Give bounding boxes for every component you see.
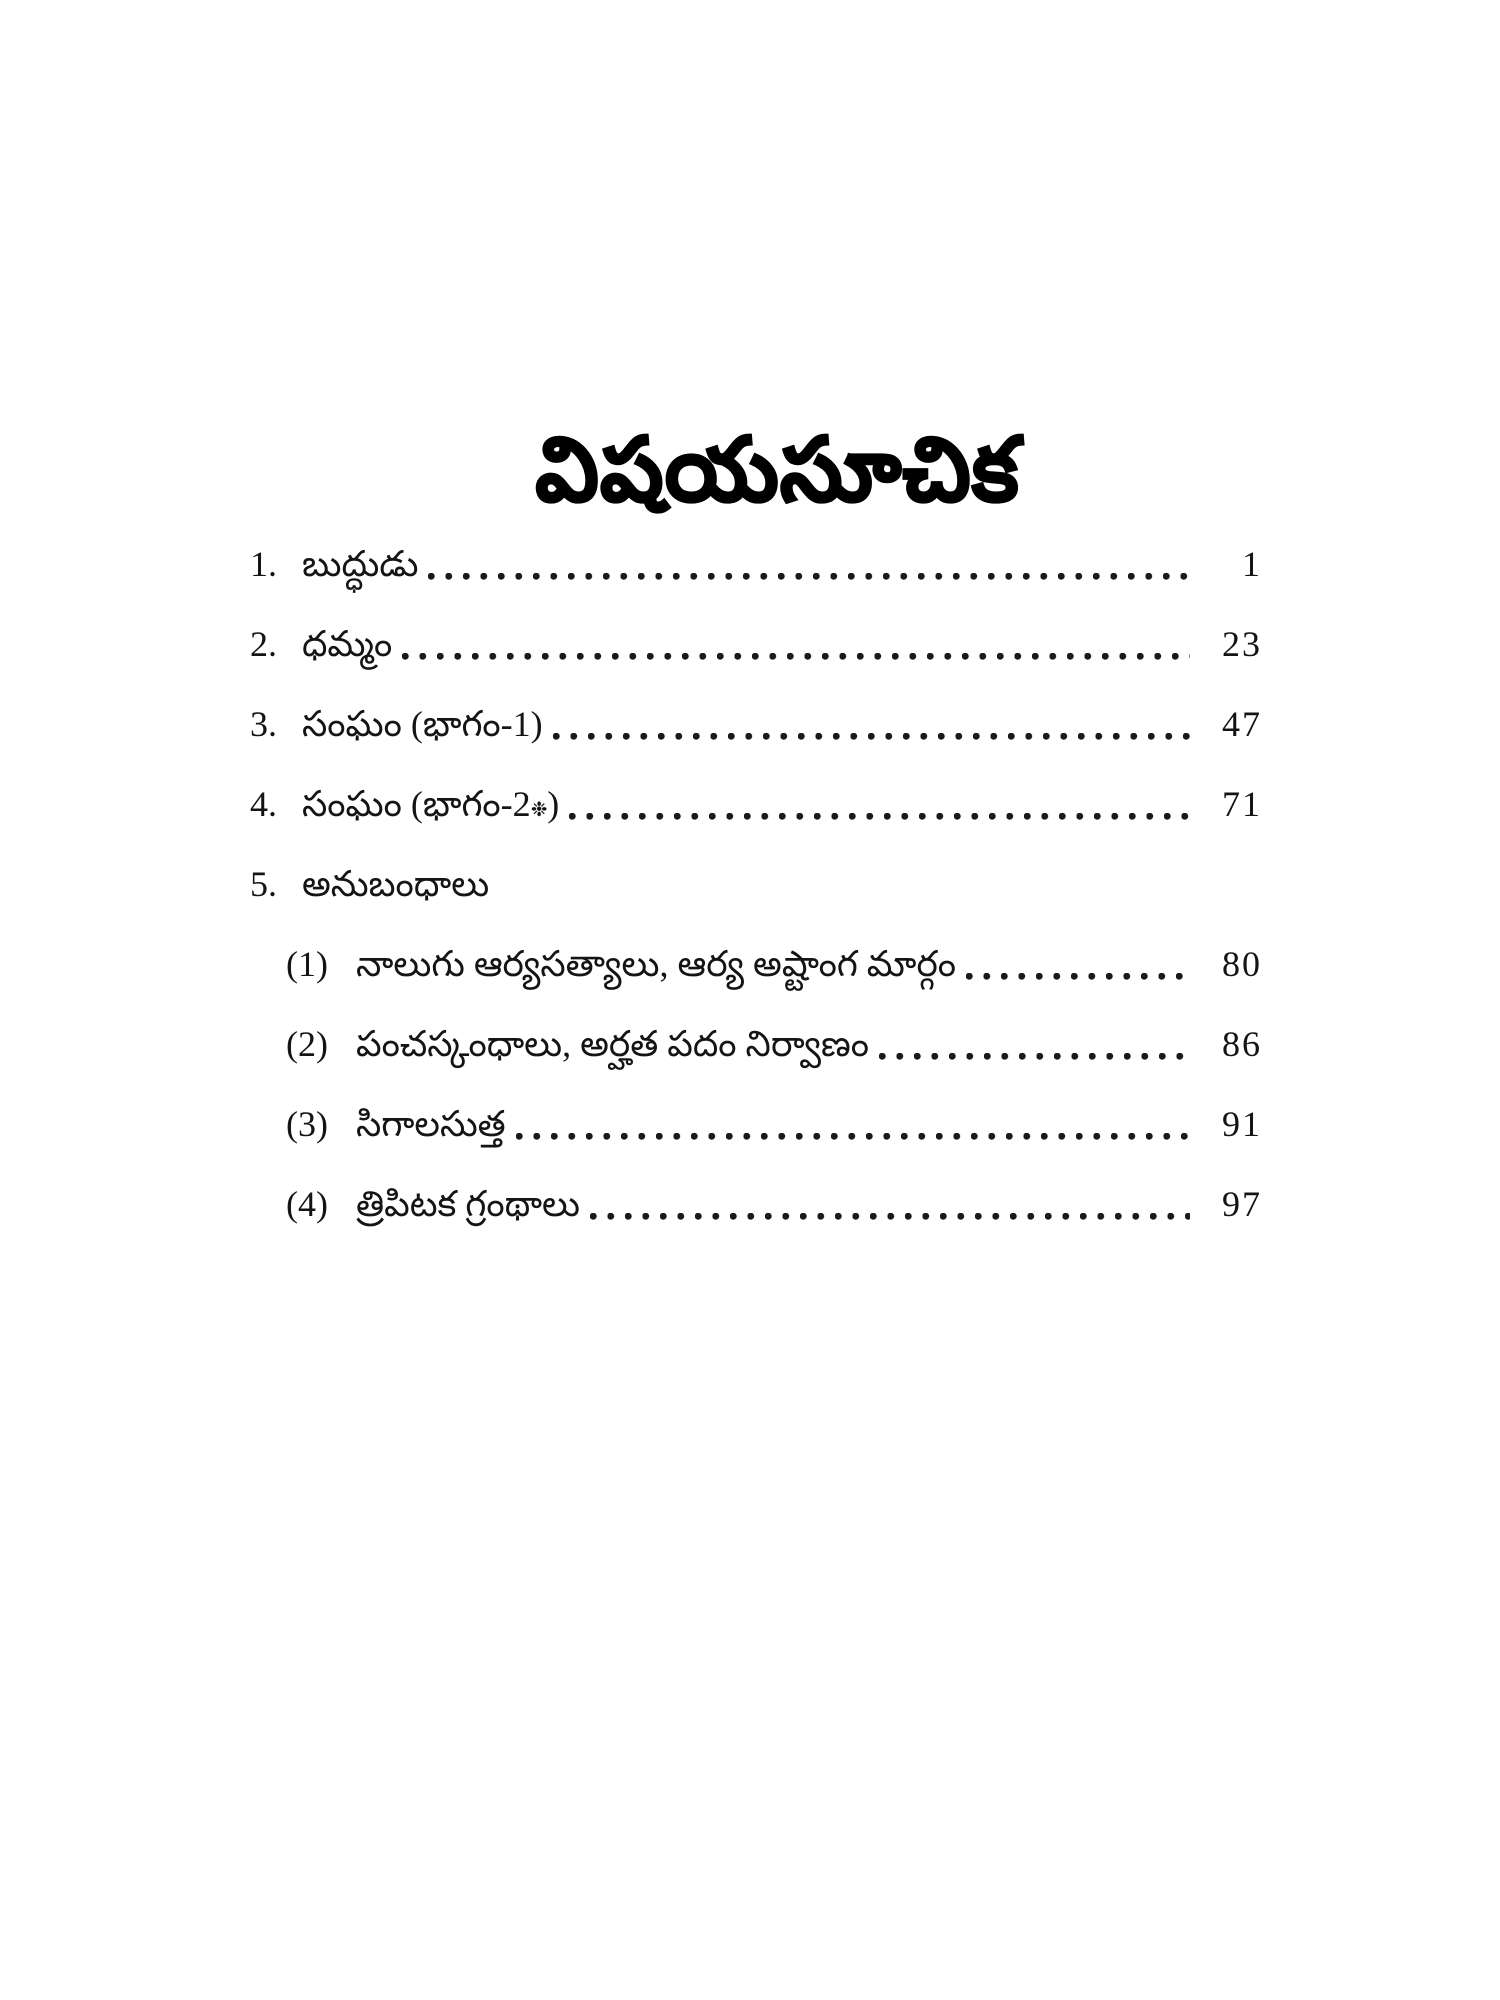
entry-label: ధమ్మం xyxy=(302,624,393,664)
toc-entry xyxy=(250,844,1262,924)
entry-label: నాలుగు ఆర్యసత్యాలు, ఆర్య అష్టాంగ మార్గం xyxy=(356,944,957,984)
page-number: 80 xyxy=(1222,944,1262,984)
page-number: 86 xyxy=(1222,1024,1262,1064)
toc-subentry xyxy=(250,924,1262,1004)
page-number: 23 xyxy=(1222,624,1262,664)
toc-entry: 4. సంఘం (భాగం-2 ❉ ) 71 xyxy=(250,764,1262,844)
toc-entry xyxy=(250,604,1262,684)
entry-number: (3) xyxy=(286,1104,328,1144)
entry-number: 4. xyxy=(250,784,277,824)
entry-number: 1. xyxy=(250,544,277,584)
page-title: విషయసూచిక xyxy=(535,422,1021,520)
entry-number: (2) xyxy=(286,1024,328,1064)
page-number: 91 xyxy=(1222,1104,1262,1144)
dot-leader xyxy=(569,764,1190,844)
dot-leader xyxy=(590,1164,1190,1244)
toc-subentry xyxy=(250,1004,1262,1084)
toc-entry xyxy=(250,524,1262,604)
entry-label: త్రిపిటక గ్రంథాలు xyxy=(356,1184,580,1224)
entry-label: సంఘం (భాగం-2 xyxy=(302,784,531,824)
toc-subentry xyxy=(250,1164,1262,1244)
entry-number: (4) xyxy=(286,1184,328,1224)
dot-leader xyxy=(879,1004,1190,1084)
entry-label: బుద్ధుడు xyxy=(302,544,419,584)
entry-label: అనుబంధాలు xyxy=(302,864,490,904)
dot-leader xyxy=(966,924,1190,1004)
dot-leader xyxy=(553,684,1190,764)
dot-leader xyxy=(428,524,1190,604)
entry-label: పంచస్కంధాలు, అర్హత పదం నిర్వాణం xyxy=(356,1024,870,1064)
page-number: 47 xyxy=(1222,704,1262,744)
page-number: 1 xyxy=(1242,544,1262,584)
entry-number: (1) xyxy=(286,944,328,984)
page-number: 71 xyxy=(1222,784,1262,824)
dot-leader xyxy=(516,1084,1190,1164)
entry-number: 5. xyxy=(250,864,277,904)
entry-label-suffix: ) xyxy=(547,784,560,824)
table-of-contents xyxy=(250,524,1262,1244)
entry-label: సంఘం (భాగం-1) xyxy=(302,704,543,744)
entry-label: సిగాలసుత్త xyxy=(356,1104,506,1144)
dot-leader xyxy=(402,604,1190,684)
toc-entry xyxy=(250,684,1262,764)
entry-number: 2. xyxy=(250,624,277,664)
entry-number: 3. xyxy=(250,704,277,744)
page-number: 97 xyxy=(1222,1184,1262,1224)
toc-subentry xyxy=(250,1084,1262,1164)
